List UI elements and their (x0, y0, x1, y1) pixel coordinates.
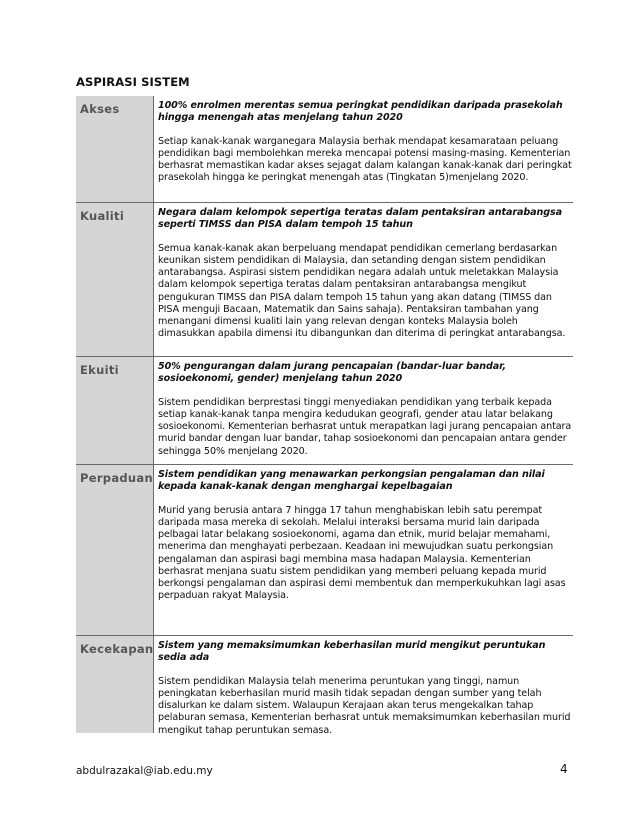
page-title: ASPIRASI SISTEM (76, 75, 190, 89)
row-heading: Sistem pendidikan yang menawarkan perkongsian pengalaman dan nilai kepada kanak-kanak dengan menghargai kepelbagaian (158, 469, 545, 493)
row-content (154, 636, 573, 736)
row-description: Semua kanak-kanak akan berpeluang mendapat pendidikan cemerlang berdasarkan keunikan sistem pendidikan di Malaysia, dan setanding dengan sistem pendidikan antarabangsa. Aspirasi sistem pendidikan negara adalah untuk meletakkan Malaysia dalam kelompok sepertiga teratas dalam pentaksiran antarabangsa mengikut pengukuran TIMSS dan PISA dalam tempoh 15 tahun yang akan datang (TIMSS dan PISA menguji Bacaan, Matematik dan Sains sahaja). Pentaksiran tambahan yang menangani dimensi kualiti lain yang relevan dengan konteks Malaysia boleh dimasukkan apabila dimensi itu dibangunkan dan diterima di peringkat antarabangsa. (158, 243, 566, 339)
row-description: Setiap kanak-kanak warganegara Malaysia berhak mendapat kesamarataan peluang pendidikan bagi membolehkan mereka mencapai potensi masing-masing. Kementerian berhasrat memastikan kadar akses sejagat dalam kalangan kanak-kanak dari peringkat prasekolah hingga ke peringkat menengah atas (Tingkatan 5)menjelang 2020. (158, 136, 572, 184)
row-heading: 100% enrolmen merentas semua peringkat pendidikan daripada prasekolah hingga menengah atas menjelang tahun 2020 (158, 100, 563, 124)
row-heading: Negara dalam kelompok sepertiga teratas dalam pentaksiran antarabangsa seperti TIMSS dan PISA dalam tempoh 15 tahun (158, 207, 562, 231)
row-description: Sistem pendidikan Malaysia telah menerima peruntukan yang tinggi, namun peningkatan keberhasilan murid masih tidak sepadan dengan sumber yang telah disalurkan ke dalam sistem. Walaupun Kerajaan akan terus mengekalkan tahap pelaburan semasa, Kementerian berhasrat untuk memaksimumkan keberhasilan murid mengikut tahap peruntukan semasa. (158, 676, 571, 736)
row-content (154, 203, 573, 356)
row-label: Perpaduan (76, 465, 154, 635)
footer-email: abdulrazakal@iab.edu.my (76, 765, 213, 777)
row-heading: Sistem yang memaksimumkan keberhasilan murid mengikut peruntukan sedia ada (158, 640, 546, 664)
row-label: Kualiti (76, 203, 154, 356)
row-content (154, 96, 573, 202)
row-content (154, 465, 573, 635)
table-row-perpaduan (76, 464, 573, 635)
table-row-ekuiti (76, 356, 573, 464)
table-row-akses (76, 96, 573, 202)
row-label: Akses (76, 96, 154, 202)
row-content (154, 357, 573, 464)
row-label: Ekuiti (76, 357, 154, 464)
row-label: Kecekapan (76, 636, 154, 733)
row-description: Sistem pendidikan berprestasi tinggi menyediakan pendidikan yang terbaik kepada setiap kanak-kanak tanpa mengira kedudukan geografi, gender atau latar belakang sosioekonomi. Kementerian berhasrat untuk merapatkan lagi jurang pencapaian antara murid bandar dengan luar bandar, tahap sosioekonomi dan pencapaian antara gender sehingga 50% menjelang 2020. (158, 397, 572, 457)
row-heading: 50% pengurangan dalam jurang pencapaian (bandar-luar bandar, sosioekonomi, gender) menjelang tahun 2020 (158, 361, 506, 385)
aspiration-table (76, 96, 573, 736)
table-row-kecekapan (76, 635, 573, 736)
table-row-kualiti (76, 202, 573, 356)
row-description: Murid yang berusia antara 7 hingga 17 tahun menghabiskan lebih satu perempat daripada masa mereka di sekolah. Melalui interaksi bersama murid lain daripada pelbagai latar belakang sosioekonomi, agama dan etnik, murid belajar memahami, menerima dan menghayati perbezaan. Keadaan ini mewujudkan suatu perkongsian pengalaman dan aspirasi bagi membina masa hadapan Malaysia. Kementerian berhasrat menjana suatu sistem pendidikan yang memberi peluang kepada murid berkongsi pengalaman dan aspirasi demi membentuk dan memperkukuhkan lagi asas perpaduan rakyat Malaysia. (158, 505, 566, 601)
page-number: 4 (560, 762, 568, 776)
